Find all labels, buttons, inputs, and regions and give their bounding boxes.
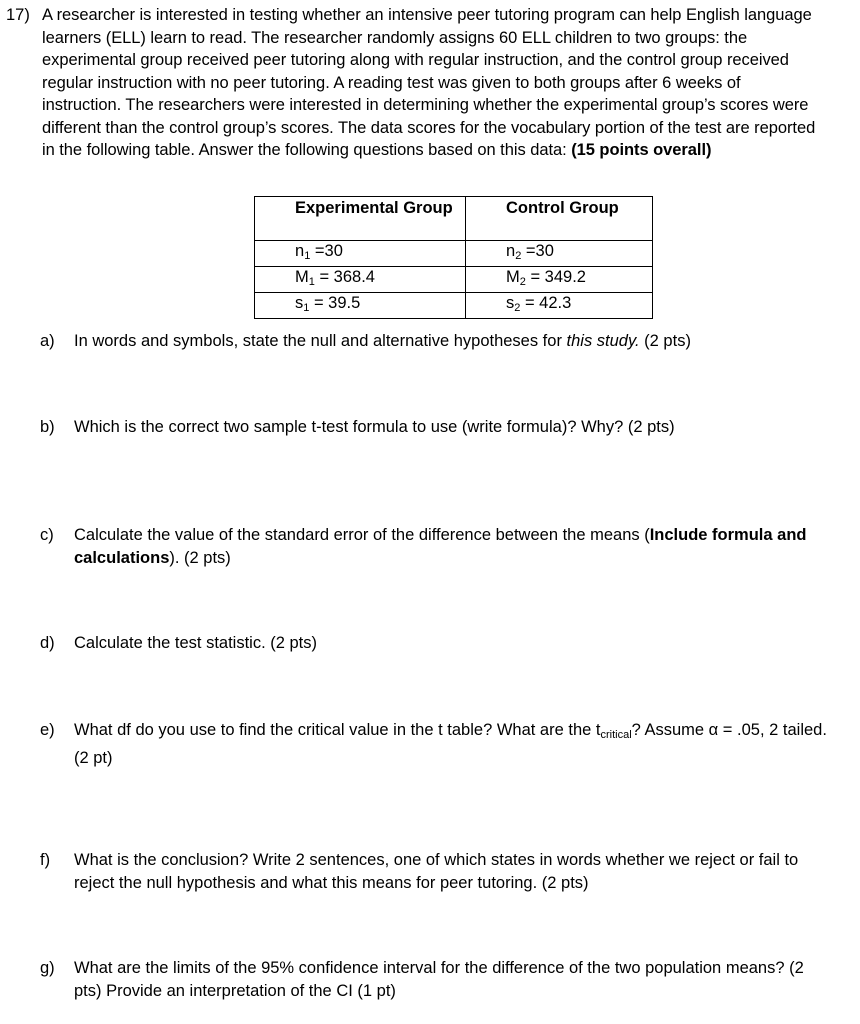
question-text: What are the limits of the 95% confidence interval for the difference of the two population means? (2 pts) Provide an interpretation of the CI (1 pt)	[74, 959, 804, 1000]
text-bold: Include formula and calculations	[74, 526, 807, 567]
symbol: M	[295, 268, 309, 286]
subscript: 1	[303, 302, 310, 314]
cell-ctl-m	[466, 267, 653, 293]
question-c	[40, 524, 830, 569]
symbol: n	[506, 242, 516, 260]
question-text	[74, 719, 830, 769]
subscript: 2	[515, 250, 522, 262]
question-a	[40, 330, 830, 353]
question-letter: e)	[40, 721, 55, 739]
text-part: ? Assume α = .05, 2 tailed. (2 pt)	[74, 721, 827, 767]
text-italic: this study.	[566, 332, 640, 350]
table-header-row	[255, 197, 653, 241]
text-part: In words and symbols, state the null and alternative hypotheses for	[74, 332, 567, 350]
question-f	[40, 849, 830, 894]
cell-exp-n	[255, 241, 466, 267]
value: = 368.4	[314, 268, 375, 286]
symbol: M	[506, 268, 520, 286]
symbol: s	[506, 294, 515, 312]
value: = 42.3	[520, 294, 572, 312]
question-letter: f)	[40, 851, 51, 869]
question-b	[40, 416, 830, 439]
question-text	[74, 330, 830, 353]
symbol: n	[295, 242, 305, 260]
subscript: critical	[600, 729, 632, 741]
subscript: 2	[514, 302, 521, 314]
question-letter: c)	[40, 526, 54, 544]
question-g	[40, 957, 830, 1002]
text-part: Calculate the value of the standard error of the difference between the means (	[74, 526, 650, 544]
table-row	[255, 267, 653, 293]
question-text	[74, 524, 830, 569]
cell-exp-s	[255, 293, 466, 319]
cell-exp-m	[255, 267, 466, 293]
text-part: ). (2 pts)	[169, 548, 231, 567]
question-d	[40, 632, 830, 655]
header-experimental: Experimental Group	[255, 197, 466, 241]
cell-ctl-n	[466, 241, 653, 267]
points-overall: (15 points overall)	[571, 141, 712, 159]
subscript: 2	[519, 276, 526, 288]
question-letter: a)	[40, 332, 55, 350]
symbol: s	[295, 294, 304, 312]
cell-ctl-s	[466, 293, 653, 319]
question-letter: b)	[40, 418, 55, 436]
problem-17	[6, 4, 821, 162]
problem-intro-text: A researcher is interested in testing whether an intensive peer tutoring program can help English language learners (ELL) learn to read. The researcher randomly assigns 60 ELL children to two groups: the experimental group received peer tutoring along with regular instruction, and the control group received regular instruction with no peer tutoring. A reading test was given to both groups after 6 weeks of instruction. The researchers were interested in determining whether the experimental group’s scores were different than the control group’s scores. The data scores for the vocabulary portion of the test are reported in the following table. Answer the following questions based on this data:	[42, 6, 816, 159]
problem-intro	[42, 4, 821, 162]
data-table	[254, 196, 653, 319]
value: =30	[310, 242, 343, 260]
table-row	[255, 241, 653, 267]
value: =30	[521, 242, 554, 260]
question-letter: d)	[40, 634, 55, 652]
table-row	[255, 293, 653, 319]
problem-number: 17)	[6, 6, 30, 24]
subscript: 1	[304, 250, 311, 262]
question-text: What is the conclusion? Write 2 sentences, one of which states in words whether we reject or fail to reject the null hypothesis and what this means for peer tutoring. (2 pts)	[74, 851, 799, 892]
question-e	[40, 719, 830, 769]
header-control: Control Group	[466, 197, 653, 241]
value: = 39.5	[309, 294, 361, 312]
question-text: Which is the correct two sample t-test formula to use (write formula)? Why? (2 pts)	[74, 418, 675, 436]
value: = 349.2	[525, 268, 586, 286]
text-part: What df do you use to find the critical value in the t table? What are the t	[74, 721, 601, 739]
subscript: 1	[308, 276, 315, 288]
question-text: Calculate the test statistic. (2 pts)	[74, 634, 318, 652]
text-part: (2 pts)	[639, 332, 691, 350]
question-letter: g)	[40, 959, 55, 977]
